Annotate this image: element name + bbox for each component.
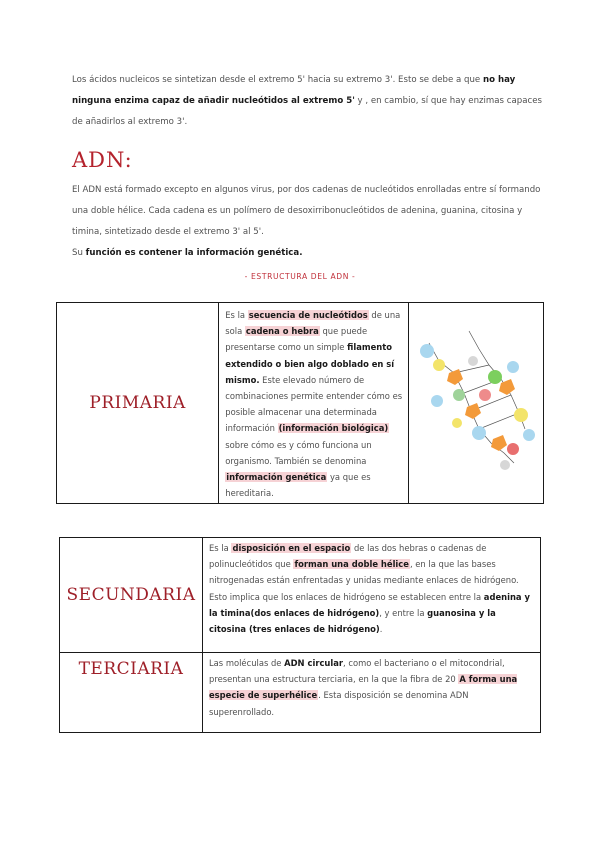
primaria-text: Es la secuencia de nucleótidos de una sola cadena o hebra que puede presentarse como un simple filamento extendido o bien algo doblado en sí mismo. Este elevado número de combinaciones permite entender cómo es posible almacenar una determinada información (información biológica) sobre cómo es y cómo funciona un organismo. También se denomina información genética ya que es hereditaria. [225, 310, 403, 499]
primaria-label: PRIMARIA [89, 393, 186, 413]
intro-text-1: Los ácidos nucleicos se sintetizan desde el extremo 5' hacia su extremo 3'. Esto se debe a que [72, 75, 483, 85]
primaria-bold-filamento: filamento extendido o bien algo doblado en sí mismo. [225, 342, 395, 385]
adn-function-bold: función es contener la información genética. [85, 248, 303, 258]
adn-text-2: Su [72, 248, 86, 258]
dna-nucleotide-chain-icon [409, 303, 543, 503]
secundaria-highlight-disposicion: disposición en el espacio [232, 543, 351, 553]
adn-title: ADN: [72, 148, 133, 172]
primaria-highlight-informacion: (información biológica) [278, 423, 389, 434]
primaria-label-cell [57, 303, 219, 504]
primaria-table [56, 302, 544, 504]
secundaria-text: Es la disposición en el espacio de las dos hebras o cadenas de polinucleótidos que forman una doble hélice, en la que las bases nitrogenadas están enfrentadas y unidas mediante enlaces de hidrógeno. Esto implica que los enlaces de hidrógeno se establecen entre la adenina y la timina(dos enlaces de hidrógeno), y entre la guanosina y la citosina (tres enlaces de hidrógeno). [209, 543, 530, 635]
adn-text-1: El ADN está formado excepto en algunos virus, por dos cadenas de nucleótidos enrolladas entre sí formando una doble hélice. Cada cadena es un polímero de desoxirribonucleótidos de adenina, guanina, citosina y timina, sintetizado desde el extremo 3' al 5'. [72, 185, 541, 237]
primaria-image-cell [408, 303, 543, 504]
secundaria-bold-adenina: adenina y la timina(dos enlaces de hidrógeno) [209, 591, 530, 618]
primaria-highlight-secuencia: secuencia de nucleótidos [248, 310, 368, 320]
section-title: - ESTRUCTURA DEL ADN - [244, 272, 356, 281]
terciaria-label: TERCIARIA [78, 659, 184, 679]
adn-paragraph [72, 180, 547, 264]
primaria-highlight-cadena: cadena o hebra [245, 326, 319, 337]
secundaria-label: SECUNDARIA [66, 585, 196, 605]
terciaria-text-cell [203, 653, 541, 733]
terciaria-text: Las moléculas de ADN circular, como el bacteriano o el mitocondrial, presentan una estructura terciaria, en la que la fibra de 20 A forma una especie de superhélice. Esta disposición se denomina ADN superenrollado. [209, 658, 518, 717]
intro-paragraph [72, 70, 547, 133]
terciaria-bold-adn-circular: ADN circular [284, 658, 344, 668]
secundaria-text-cell [203, 538, 541, 653]
secundaria-bold-guanosina: guanosina y la citosina (tres enlaces de hidrógeno) [209, 607, 496, 635]
terciaria-label-cell [60, 653, 203, 733]
intro-text-2: y , en cambio, sí que hay enzimas capaces de añadirlos al extremo 3'. [72, 96, 542, 127]
primaria-highlight-genetica: información genética [226, 472, 327, 483]
secundaria-highlight-doble-helice: forman una doble hélice [294, 559, 409, 570]
primaria-text-cell [219, 303, 409, 504]
secundaria-label-cell [60, 538, 203, 653]
intro-bold-1: no hay ninguna enzima capaz de añadir nucleótidos al extremo 5' [72, 75, 516, 106]
secundaria-terciaria-table [59, 537, 541, 733]
terciaria-highlight-superhelice: A forma una especie de superhélice [209, 674, 518, 701]
